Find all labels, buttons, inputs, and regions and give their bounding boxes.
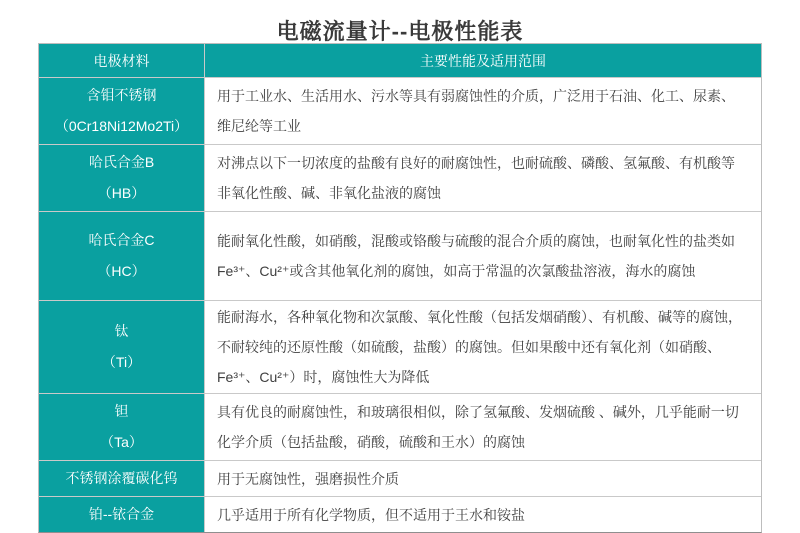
performance-text: 对沸点以下一切浓度的盐酸有良好的耐腐蚀性，也耐硫酸、磷酸、氢氟酸、有机酸等非氧化性酸、碱、非氧化盐液的腐蚀 (217, 155, 735, 201)
electrode-performance-table (38, 43, 762, 533)
performance-text: 具有优良的耐腐蚀性，和玻璃很相似，除了氢氟酸、发烟硫酸 、碱外，几乎能耐一切化学介质（包括盐酸，硝酸，硫酸和王水）的腐蚀 (217, 404, 739, 450)
table-row (39, 211, 761, 300)
material-name: 钽 (114, 403, 129, 419)
material-name: 不锈钢涂覆碳化钨 (65, 470, 178, 486)
material-formula: （HC） (97, 263, 146, 279)
performance-cell (204, 78, 761, 144)
performance-text: 用于无腐蚀性，强磨损性介质 (217, 470, 399, 487)
material-name: 铂--铱合金 (88, 506, 155, 522)
material-name: 哈氏合金C (88, 232, 155, 248)
header-material-cell (39, 44, 204, 77)
table-row (39, 393, 761, 460)
performance-cell (204, 212, 761, 300)
material-cell (39, 78, 204, 144)
table-row (39, 77, 761, 144)
table-row (39, 496, 761, 532)
table-row (39, 144, 761, 211)
page-title: 电磁流量计--电极性能表 (276, 19, 524, 44)
material-cell (39, 394, 204, 460)
material-formula: （Ti） (101, 354, 142, 370)
table-header-row (39, 44, 761, 77)
header-performance-cell (204, 44, 761, 77)
material-cell (39, 145, 204, 211)
material-cell (39, 212, 204, 300)
material-cell (39, 461, 204, 496)
performance-text: 几乎适用于所有化学物质，但不适用于王水和铵盐 (217, 506, 525, 523)
header-performance-label: 主要性能及适用范围 (420, 52, 546, 69)
performance-cell (204, 394, 761, 460)
material-name: 哈氏合金B (88, 154, 155, 170)
material-name: 钛 (114, 323, 129, 339)
table-row (39, 300, 761, 393)
table-row (39, 460, 761, 496)
performance-text: 能耐氧化性酸，如硝酸，混酸或铬酸与硫酸的混合介质的腐蚀，也耐氧化性的盐类如Fe³⁺、Cu²⁺或含其他氧化剂的腐蚀，如高于常温的次氯酸盐溶液，海水的腐蚀 (217, 233, 735, 279)
material-cell (39, 497, 204, 532)
performance-cell (204, 497, 761, 532)
material-formula: （0Cr18Ni12Mo2Ti） (54, 118, 189, 134)
header-material-label: 电极材料 (93, 52, 150, 69)
performance-cell (204, 301, 761, 393)
material-name: 含钼不锈钢 (86, 87, 157, 103)
performance-text: 用于工业水、生活用水、污水等具有弱腐蚀性的介质，广泛用于石油、化工、尿素、维尼纶等工业 (217, 88, 735, 134)
material-cell (39, 301, 204, 393)
material-formula: （Ta） (100, 434, 143, 450)
material-formula: （HB） (97, 185, 146, 201)
performance-cell (204, 461, 761, 496)
performance-cell (204, 145, 761, 211)
performance-text: 能耐海水，各种氧化物和次氯酸、氧化性酸（包括发烟硝酸）、有机酸、碱等的腐蚀，不耐较纯的还原性酸（如硫酸，盐酸）的腐蚀。但如果酸中还有氧化剂（如硝酸、Fe³⁺、Cu²⁺）时，腐蚀性大为降低 (217, 309, 742, 385)
